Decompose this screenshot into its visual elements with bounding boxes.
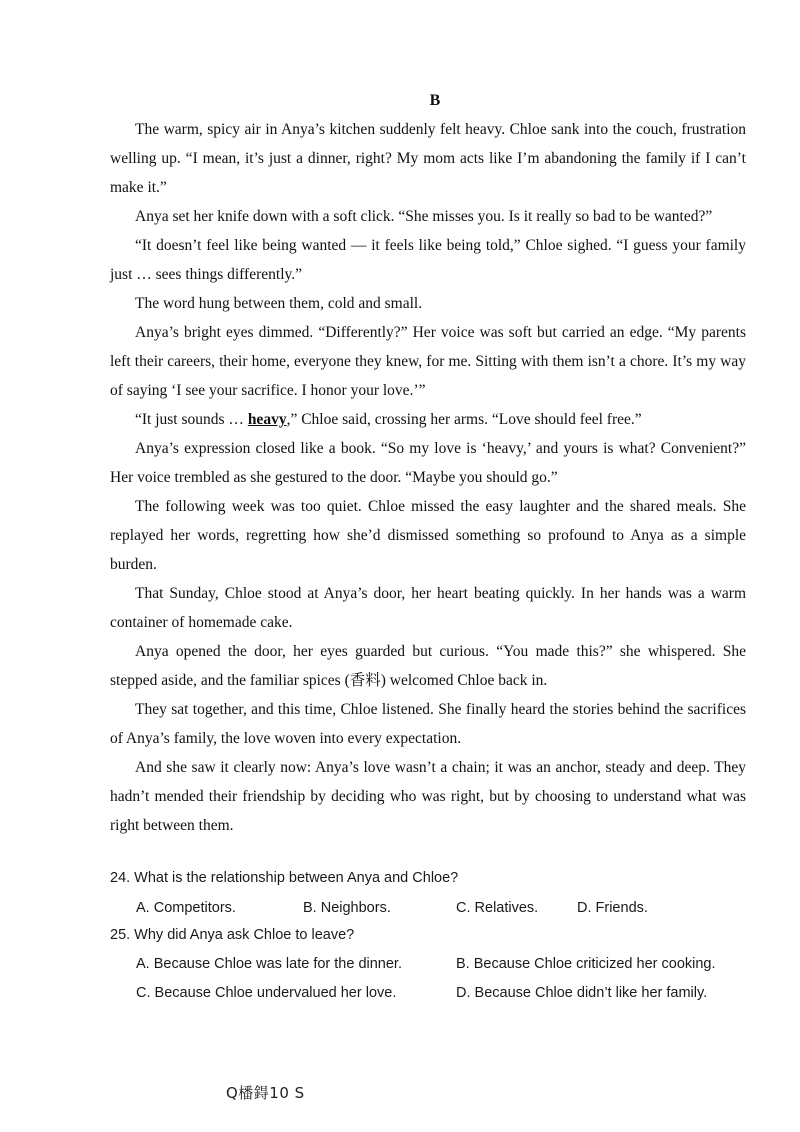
passage-paragraph: “It doesn’t feel like being wanted — it feels like being told,” Chloe sighed. “I guess your family just … sees things differently.” xyxy=(110,237,746,283)
question-25-option-c: C. Because Chloe undervalued her love. xyxy=(136,985,397,1001)
question-25-option-a: A. Because Chloe was late for the dinner. xyxy=(136,956,402,972)
passage-paragraph: Anya’s expression closed like a book. “So my love is ‘heavy,’ and yours is what? Convenient?” Her voice trembled as she gestured to the door. “Maybe you should go.” xyxy=(110,440,746,486)
passage-paragraph: They sat together, and this time, Chloe listened. She finally heard the stories behind the sacrifices of Anya’s family, the love woven into every expectation. xyxy=(110,701,746,747)
passage-paragraph: The warm, spicy air in Anya’s kitchen suddenly felt heavy. Chloe sank into the couch, frustration welling up. “I mean, it’s just a dinner, right? My mom acts like I’m abandoning the family if I can’t make it.” xyxy=(110,121,746,196)
passage-paragraph: Anya set her knife down with a soft click. “She misses you. Is it really so bad to be wanted?” xyxy=(135,208,713,225)
passage-text: “It just sounds … xyxy=(135,411,248,428)
question-25-stem: 25. Why did Anya ask Chloe to leave? xyxy=(110,927,355,943)
underlined-word: heavy xyxy=(247,411,287,428)
question-24-option-c: C. Relatives. xyxy=(456,900,539,916)
question-24-stem: 24. What is the relationship between Anya and Chloe? xyxy=(110,870,459,886)
question-25-option-b: B. Because Chloe criticized her cooking. xyxy=(456,956,716,972)
reading-passage xyxy=(110,115,746,840)
page-footer: Q橎鍀10 S xyxy=(226,1084,305,1102)
passage-paragraph xyxy=(110,405,746,434)
passage-paragraph: The following week was too quiet. Chloe missed the easy laughter and the shared meals. She replayed her words, regretting how she’d dismissed something so profound to Anya as a simple burden. xyxy=(110,498,746,573)
passage-paragraph: Anya’s bright eyes dimmed. “Differently?” Her voice was soft but carried an edge. “My parents left their careers, their home, everyone they knew, for me. Sitting with them isn’t a chore. It’s my way of saying ‘I see your sacrifice. I honor your love.’” xyxy=(110,324,746,399)
passage-paragraph: And she saw it clearly now: Anya’s love wasn’t a chain; it was an anchor, steady and deep. They hadn’t mended their friendship by deciding who was right, but by choosing to understand what was right between them. xyxy=(110,759,746,834)
passage-paragraph: Anya opened the door, her eyes guarded but curious. “You made this?” she whispered. She stepped aside, and the familiar spices (香料) welcomed Chloe back in. xyxy=(110,643,746,689)
passage-paragraph: That Sunday, Chloe stood at Anya’s door, her heart beating quickly. In her hands was a warm container of homemade cake. xyxy=(110,585,746,631)
passage-text: ,” Chloe said, crossing her arms. “Love should feel free.” xyxy=(286,411,642,428)
question-24-option-d: D. Friends. xyxy=(577,900,648,916)
question-24-option-b: B. Neighbors. xyxy=(303,900,391,916)
section-heading: B xyxy=(429,92,441,109)
question-25-option-d: D. Because Chloe didn’t like her family. xyxy=(456,985,708,1001)
passage-paragraph: The word hung between them, cold and small. xyxy=(135,295,423,312)
question-24-option-a: A. Competitors. xyxy=(136,900,236,916)
